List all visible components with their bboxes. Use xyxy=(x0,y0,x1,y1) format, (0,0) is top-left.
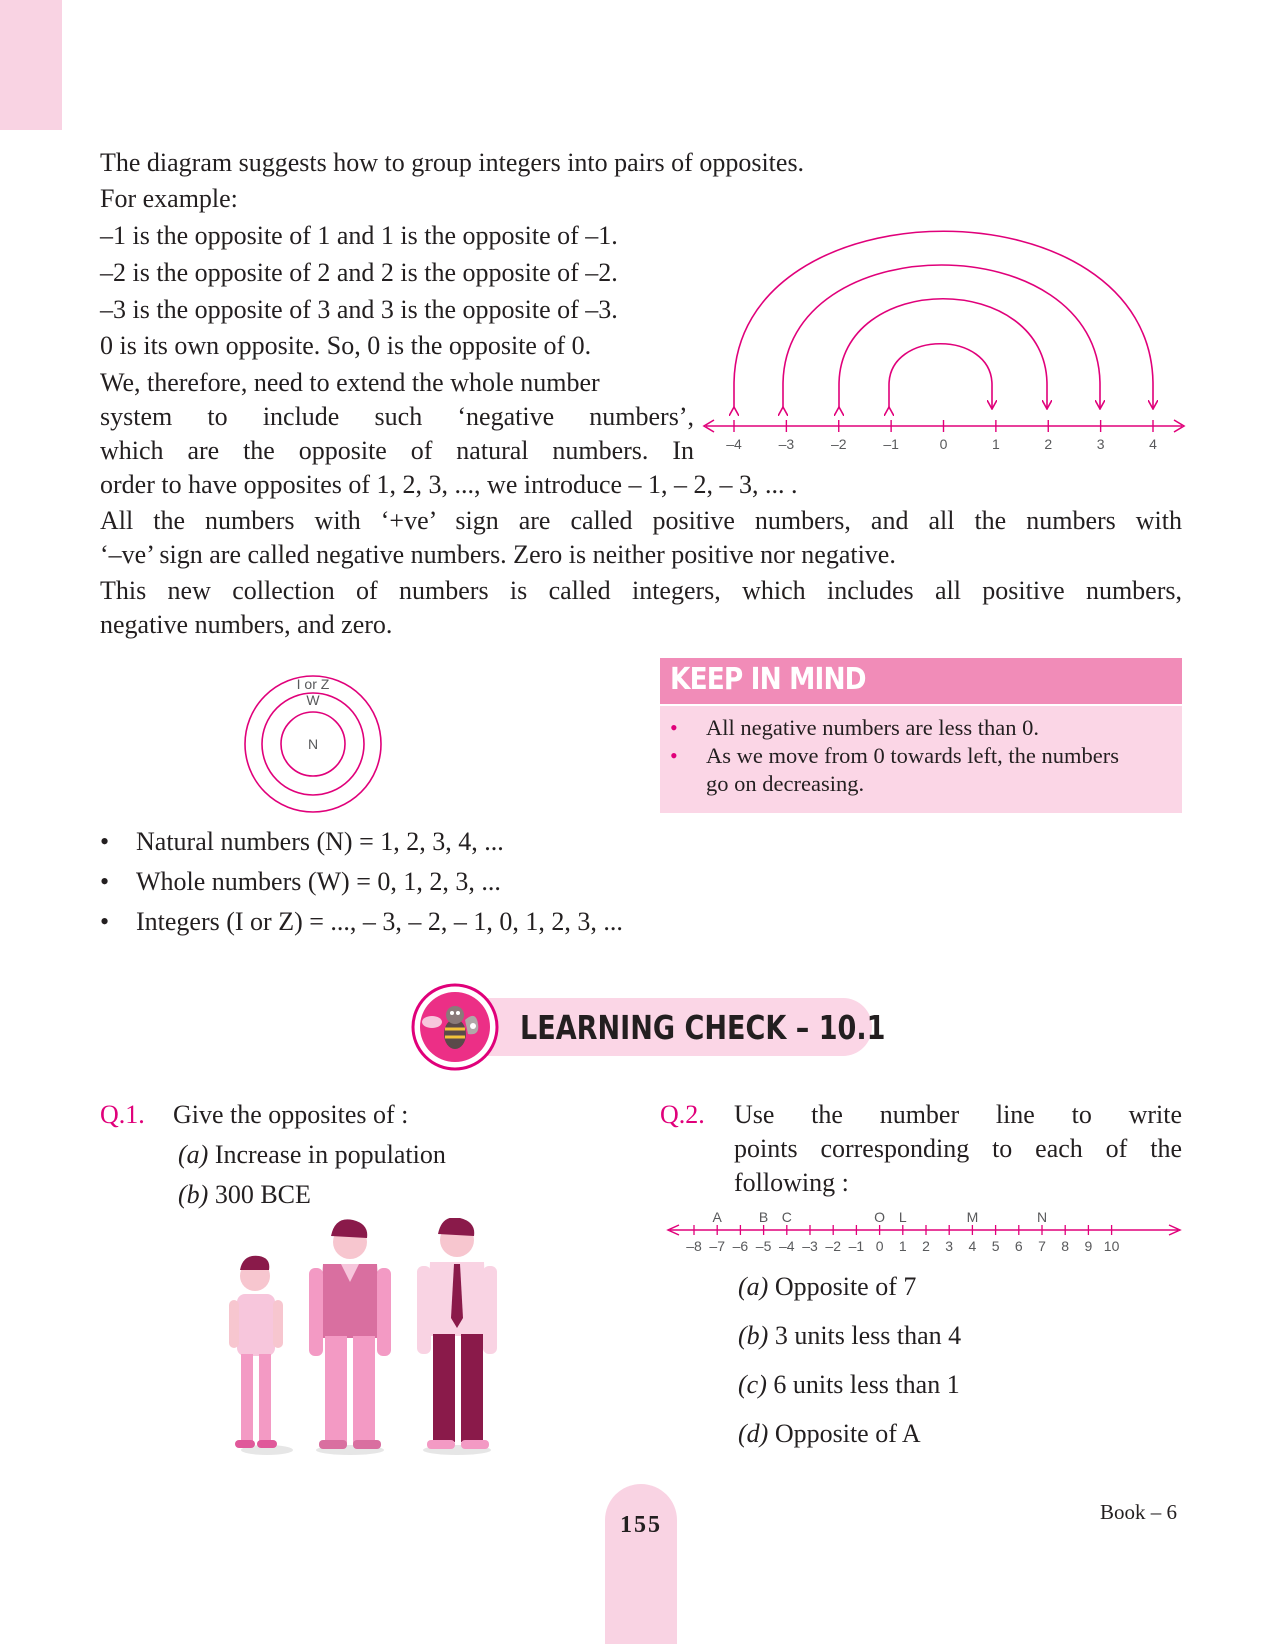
q2-option-a: (a) Opposite of 7 xyxy=(738,1272,917,1301)
arc-1 xyxy=(889,344,992,408)
nl-tick-label: –5 xyxy=(755,1238,772,1254)
q2-number: Q.2. xyxy=(660,1100,705,1129)
q2-line: following : xyxy=(734,1168,849,1197)
nl-point-label: M xyxy=(966,1209,979,1225)
arc-4 xyxy=(734,231,1153,408)
nl-point-label: O xyxy=(874,1209,886,1225)
intro-line: We, therefore, need to extend the whole number xyxy=(100,368,600,397)
opp-tick-label: 1 xyxy=(991,436,1000,452)
q2-option-c: (c) 6 units less than 1 xyxy=(738,1370,960,1399)
nl-tick-label: 9 xyxy=(1084,1238,1093,1254)
q2-line: Use the number line to write xyxy=(734,1100,1182,1129)
opp-tick-label: 0 xyxy=(939,436,948,452)
keep-in-mind-title: KEEP IN MIND xyxy=(670,662,866,697)
man-figure-1 xyxy=(309,1219,391,1455)
nl-tick-label: –6 xyxy=(732,1238,749,1254)
nl-tick-label: 0 xyxy=(875,1238,884,1254)
para2-line: All the numbers with ‘+ve’ sign are called positive numbers, and all the numbers with xyxy=(100,506,1182,535)
arc-3 xyxy=(783,265,1100,408)
nl-tick-label: 6 xyxy=(1014,1238,1023,1254)
nl-tick-label: –2 xyxy=(825,1238,841,1254)
intro-line: For example: xyxy=(100,184,238,213)
keep-in-mind-item: • All negative numbers are less than 0. xyxy=(670,715,1040,740)
page-number: 155 xyxy=(620,1512,662,1538)
q2-option-b: (b) 3 units less than 4 xyxy=(738,1321,962,1350)
intro-line: –1 is the opposite of 1 and 1 is the opposite of –1. xyxy=(100,221,618,250)
nl-point-label: N xyxy=(1036,1209,1048,1225)
nl-point-label: B xyxy=(758,1209,769,1225)
child-figure xyxy=(229,1256,293,1455)
corner-tab xyxy=(0,0,62,130)
intro-line: which are the opposite of natural numbers. In xyxy=(100,436,694,465)
nl-point-label: L xyxy=(898,1209,907,1225)
bee-mascot-icon xyxy=(410,982,500,1072)
nl-tick-label: 10 xyxy=(1103,1238,1120,1254)
opp-tick-label: 4 xyxy=(1149,436,1157,452)
q2-number-line xyxy=(664,1208,1184,1258)
opp-tick-label: –2 xyxy=(830,436,847,452)
para3-line: This new collection of numbers is called integers, which includes all positive numbers, xyxy=(100,576,1182,605)
nl-tick-label: 3 xyxy=(945,1238,954,1254)
opp-tick-label: 3 xyxy=(1096,436,1105,452)
intro-line: order to have opposites of 1, 2, 3, ..., we introduce – 1, – 2, – 3, ... . xyxy=(100,470,798,499)
q2-line: points corresponding to each of the xyxy=(734,1134,1182,1163)
nl-tick-label: –8 xyxy=(686,1238,702,1254)
learning-check-title: LEARNING CHECK – 10.1 xyxy=(520,1008,886,1047)
book-label: Book – 6 xyxy=(1100,1500,1178,1524)
nl-tick-label: –7 xyxy=(709,1238,725,1254)
nl-point-label: C xyxy=(781,1209,792,1225)
bullet-icon: • xyxy=(100,827,110,856)
bullet-icon: • xyxy=(100,907,110,936)
intro-line: –3 is the opposite of 3 and 3 is the opposite of –3. xyxy=(100,295,618,324)
venn-outer-label: I or Z xyxy=(296,676,330,692)
q2-prompt xyxy=(660,1098,705,1132)
nl-tick-label: 2 xyxy=(922,1238,930,1254)
opposites-diagram xyxy=(700,215,1190,460)
arc-2 xyxy=(839,299,1047,408)
bullet-icon: • xyxy=(670,743,678,768)
keep-in-mind-item-cont: go on decreasing. xyxy=(706,771,865,796)
para3-line: negative numbers, and zero. xyxy=(100,610,393,639)
q1-prompt: Q.1. Give the opposites of : xyxy=(100,1100,409,1129)
q2-option-d: (d) Opposite of A xyxy=(738,1419,921,1448)
nl-tick-label: 7 xyxy=(1038,1238,1046,1254)
keep-in-mind-body xyxy=(660,706,1182,813)
q1-option-a: (a) Increase in population xyxy=(178,1140,446,1169)
people-illustration xyxy=(225,1218,510,1458)
nl-tick-label: –1 xyxy=(848,1238,865,1254)
bullet-icon: • xyxy=(670,715,678,740)
venn-middle-label: W xyxy=(306,692,320,708)
nl-point-label: A xyxy=(712,1209,722,1225)
venn-inner-label: N xyxy=(307,736,319,752)
nl-tick-label: 8 xyxy=(1061,1238,1070,1254)
opp-tick-label: 2 xyxy=(1044,436,1053,452)
nl-tick-label: –3 xyxy=(802,1238,818,1254)
nl-tick-label: 4 xyxy=(968,1238,977,1254)
opp-tick-label: –3 xyxy=(778,436,795,452)
intro-line: The diagram suggests how to group integers into pairs of opposites. xyxy=(100,148,805,177)
man-figure-2 xyxy=(417,1218,497,1455)
q1-option-b: (b) 300 BCE xyxy=(178,1180,311,1209)
intro-line: 0 is its own opposite. So, 0 is the opposite of 0. xyxy=(100,331,592,360)
keep-in-mind-header xyxy=(660,658,1182,704)
q1-number: Q.1. xyxy=(100,1100,145,1129)
opp-tick-label: –4 xyxy=(726,436,742,452)
keep-in-mind-item: • As we move from 0 towards left, the numbers xyxy=(670,743,1120,768)
nl-tick-label: 5 xyxy=(991,1238,1000,1254)
venn-diagram xyxy=(240,672,390,822)
nl-tick-label: 1 xyxy=(898,1238,907,1254)
intro-line: system to include such ‘negative numbers’, xyxy=(100,402,694,431)
para2-line: ‘–ve’ sign are called negative numbers. Zero is neither positive nor negative. xyxy=(100,540,896,569)
intro-line: –2 is the opposite of 2 and 2 is the opposite of –2. xyxy=(100,258,618,287)
bullet-icon: • xyxy=(100,867,110,896)
opp-tick-label: –1 xyxy=(883,436,899,452)
page-number-tab xyxy=(605,1484,677,1644)
nl-tick-label: –4 xyxy=(779,1238,795,1254)
